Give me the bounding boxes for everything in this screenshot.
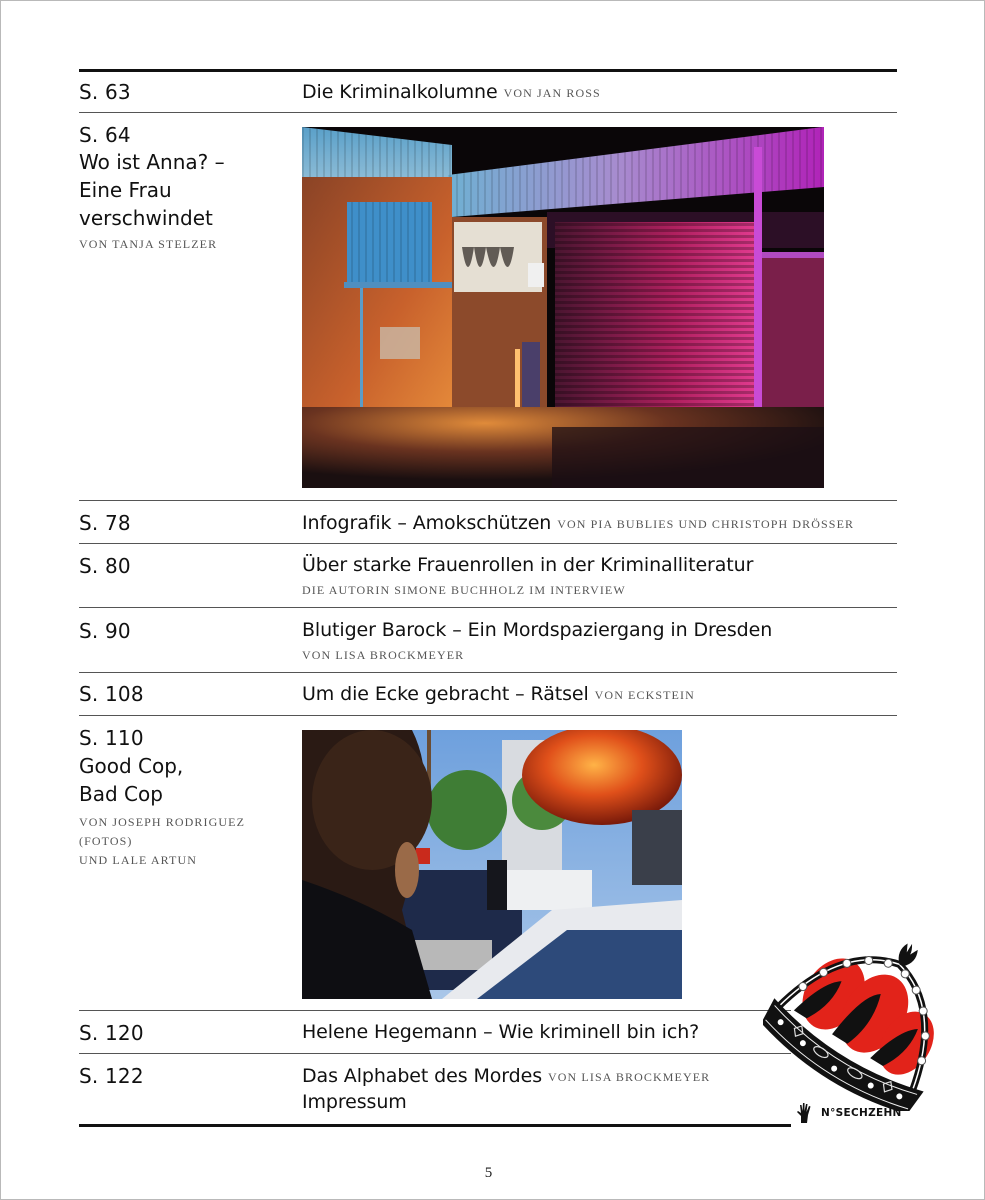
page-number: S. 78 [79,511,131,535]
toc-entry-title[interactable] [302,512,854,534]
top-rule [79,69,897,72]
page-number: S. 120 [79,1021,144,1045]
divider [79,112,897,113]
toc-entry-title[interactable] [302,81,601,103]
hand-icon [793,1102,815,1124]
entry-title-text: Infografik – Amokschützen [302,512,552,534]
divider [79,543,897,544]
police-car-street-scene-photo [302,730,682,999]
toc-entry-title[interactable]: Über starke Frauenrollen in der Kriminalliteratur [302,554,754,576]
byline-line: (FOTOS) [79,834,133,848]
page-number: S. 80 [79,554,131,578]
crown-illustration [763,926,953,1111]
entry-byline: VON TANJA STELZER [79,237,218,251]
divider [79,500,897,501]
entry-byline [79,813,245,870]
toc-entry-title[interactable]: Blutiger Barock – Ein Mordspaziergang in Dresden [302,619,773,641]
title-line: Wo ist Anna? – [79,150,225,174]
divider [79,1053,791,1054]
entry-byline: DIE AUTORIN SIMONE BUCHHOLZ IM INTERVIEW [302,583,626,597]
entry-byline: VON JAN ROSS [503,86,601,100]
toc-entry-title[interactable] [79,752,183,808]
divider [79,672,897,673]
byline-line: UND LALE ARTUN [79,853,198,867]
night-warehouse-roller-shutter-photo [302,127,824,488]
page-number: S. 64 [79,123,131,147]
page-number: S. 110 [79,726,144,750]
title-line: Good Cop, [79,754,184,778]
page-folio: 5 [484,1165,493,1181]
toc-entry-title[interactable] [79,148,225,232]
byline-line: VON JOSEPH RODRIGUEZ [79,815,246,829]
entry-byline: VON ECKSTEIN [594,688,695,702]
divider [79,1010,791,1011]
bottom-rule [79,1124,791,1127]
toc-entry-title[interactable]: Helene Hegemann – Wie kriminell bin ich? [302,1021,700,1043]
issue-label: N°SECHZEHN [821,1107,902,1119]
page-number: S. 63 [79,80,131,104]
entry-byline: VON PIA BUBLIES UND CHRISTOPH DRÖSSER [557,517,855,531]
title-line: verschwindet [79,206,213,230]
toc-entry-title[interactable] [302,683,695,705]
entry-byline: VON LISA BROCKMEYER [302,648,465,662]
entry-byline: VON LISA BROCKMEYER [548,1070,711,1084]
entry-title-text: Um die Ecke gebracht – Rätsel [302,683,589,705]
entry-title-text: Das Alphabet des Mordes [302,1065,543,1087]
title-line: Eine Frau [79,178,172,202]
entry-title-text: Die Kriminalkolumne [302,81,498,103]
title-line: Bad Cop [79,782,163,806]
issue-brand [793,1102,902,1124]
page-number: S. 108 [79,682,144,706]
page-number: S. 90 [79,619,131,643]
page-number: S. 122 [79,1064,144,1088]
toc-entry-title[interactable] [302,1065,710,1087]
divider [79,607,897,608]
impressum-link[interactable]: Impressum [302,1091,407,1113]
divider [79,715,897,716]
